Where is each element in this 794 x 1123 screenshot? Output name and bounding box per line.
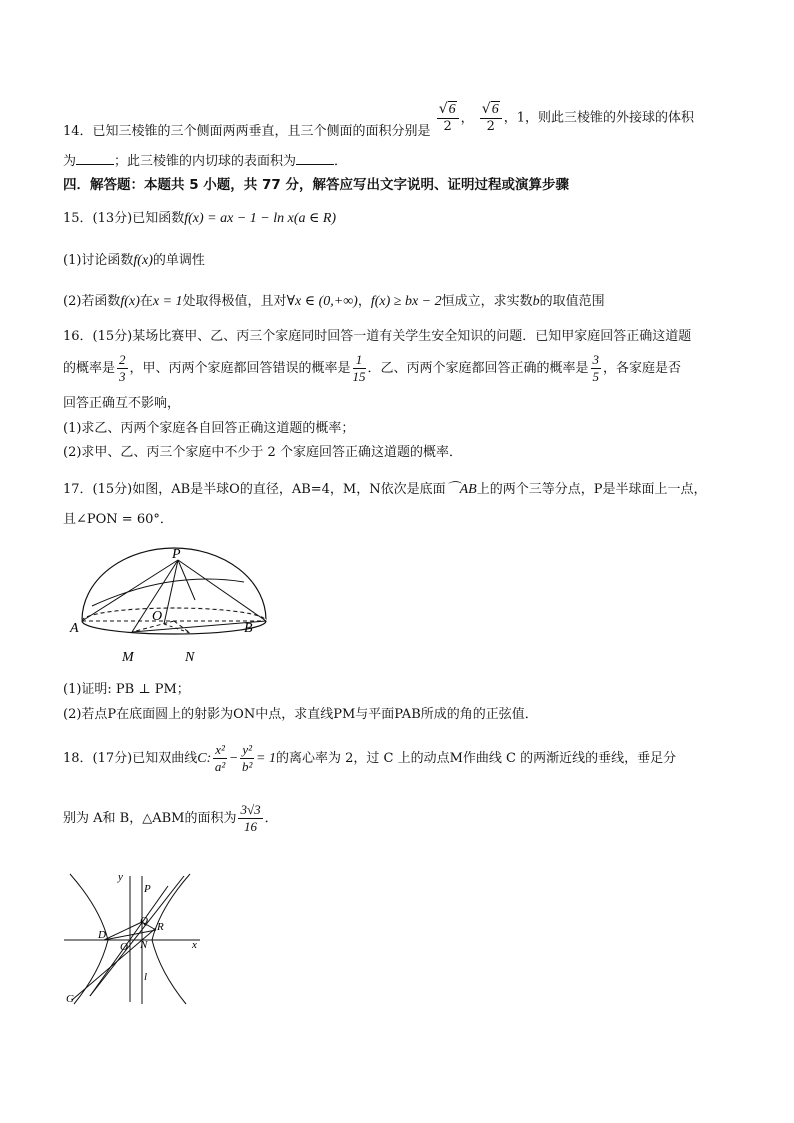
q14-blank-1[interactable]	[76, 153, 114, 165]
q17-arc-ab: ⌒AB	[445, 482, 477, 497]
q14-number: 14．	[63, 123, 93, 139]
q17-label-O: O	[152, 609, 163, 624]
q14-line1: 14．已知三棱锥的三个侧面两两垂直，且三个侧面的面积分别是 $\frac{√6}{2}$ ， $\frac{√6}{2}$ ，1，则此三棱锥的外接球的体积	[63, 101, 694, 139]
q16-fraction-3: $\frac{3}{5}$	[592, 352, 600, 384]
q15-part1: (1)讨论函数f(x)的单调性	[63, 253, 205, 268]
q18-label-N: N	[140, 939, 148, 951]
q15-part2: (2)若函数f(x)在x = 1处取得极值，且对∀x ∈ (0,+∞)，f(x) ≥ bx − 2恒成立，求实数b的取值范围	[63, 294, 605, 309]
q16-line2: 的概率是 $\frac{2}{3}$ ，甲、丙两个家庭都回答错误的概率是 $\frac{1}{15}$ ．乙、丙两个家庭都回答正确的概率是 $\frac{3}{5}$ ，各家庭是否	[63, 352, 682, 384]
q14-fraction-1: $\frac{√6}{2}$	[437, 101, 459, 135]
q18-label-P: P	[144, 883, 151, 895]
q16-line1: 16．(15分)某场比赛甲、乙、丙三个家庭同时回答一道有关学生安全知识的问题．已知甲家庭回答正确这道题	[63, 329, 692, 344]
q16-fraction-2: $\frac{1}{15}$	[352, 352, 366, 384]
q14-text1: 已知三棱锥的三个侧面两两垂直，且三个侧面的面积分别是	[92, 123, 431, 139]
q18-fraction-x: $\frac{\text{x²}}{\text{a²}}$	[214, 742, 226, 774]
q14-fraction-2: $\frac{√6}{2}$	[480, 101, 502, 135]
q16-line3: 回答正确互不影响，	[63, 396, 181, 411]
q17-label-P: P	[172, 547, 181, 562]
q17-line1: 17．(15分)如图，AB是半球O的直径，AB=4，M，N依次是底面⌒AB上的两个三等分点，P是半球面上一点，	[63, 482, 707, 497]
q14-text2: ，1，则此三棱锥的外接球的体积	[503, 110, 694, 126]
q14-line2: 为 ；此三棱锥的内切球的表面积为 ．	[63, 154, 348, 169]
q16-part1: (1)求乙、丙两个家庭各自回答正确这道题的概率；	[63, 421, 355, 436]
q18-label-O: O	[120, 941, 128, 953]
q17-label-N: N	[185, 650, 195, 665]
q18-label-R: R	[157, 921, 164, 933]
q18-area-fraction: $\frac{3√3}{16}$	[240, 802, 261, 834]
q17-line2: 且∠PON = 60°．	[63, 512, 173, 527]
section-four-heading: 四．解答题：本题共 5 小题，共 77 分，解答应写出文字说明、证明过程或演算步骤	[63, 177, 569, 193]
q18-label-G: G	[66, 993, 74, 1005]
q18-label-l: l	[144, 971, 148, 983]
q18-label-D: D	[98, 929, 106, 941]
q18-label-Q: Q	[140, 915, 148, 927]
q18-label-y: y	[118, 871, 123, 883]
q17-label-M: M	[122, 650, 134, 665]
q15-stem: 15．(13分)已知函数f(x) = ax − 1 − ln x(a ∈ R)	[63, 211, 337, 226]
q18-label-x: x	[192, 939, 197, 951]
q17-label-B: B	[244, 621, 253, 636]
q18-line2: 别为 A和 B，△ABM的面积为 $\frac{3√3}{16}$ ．	[63, 802, 278, 834]
q18-line1: 18．(17分)已知双曲线C: $\frac{\text{x²}}{\text{a²}}$ − $\frac{\text{y²}}{\text{b²}}$ = 1的离心率为 2，过 C 上的动点M作曲线 C 的两渐近线的垂线，垂足分	[63, 742, 677, 774]
q17-label-A: A	[70, 621, 79, 636]
q18-fraction-y: $\frac{\text{y²}}{\text{b²}}$	[241, 742, 253, 774]
q17-part2: (2)若点P在底面圆上的射影为ON中点，求直线PM与平面PAB所成的角的正弦值．	[63, 707, 538, 722]
q16-fraction-1: $\frac{2}{3}$	[119, 352, 126, 384]
q15-function: f(x) = ax − 1 − ln x(a ∈ R)	[184, 211, 337, 226]
q18-hyperbola-figure	[60, 868, 210, 1008]
q14-blank-2[interactable]	[296, 153, 334, 165]
q16-part2: (2)求甲、乙、丙三个家庭中不少于 2 个家庭回答正确这道题的概率．	[63, 445, 462, 460]
q17-part1: (1)证明: PB ⊥ PM；	[63, 682, 190, 697]
q17-hemisphere-figure	[60, 540, 270, 670]
